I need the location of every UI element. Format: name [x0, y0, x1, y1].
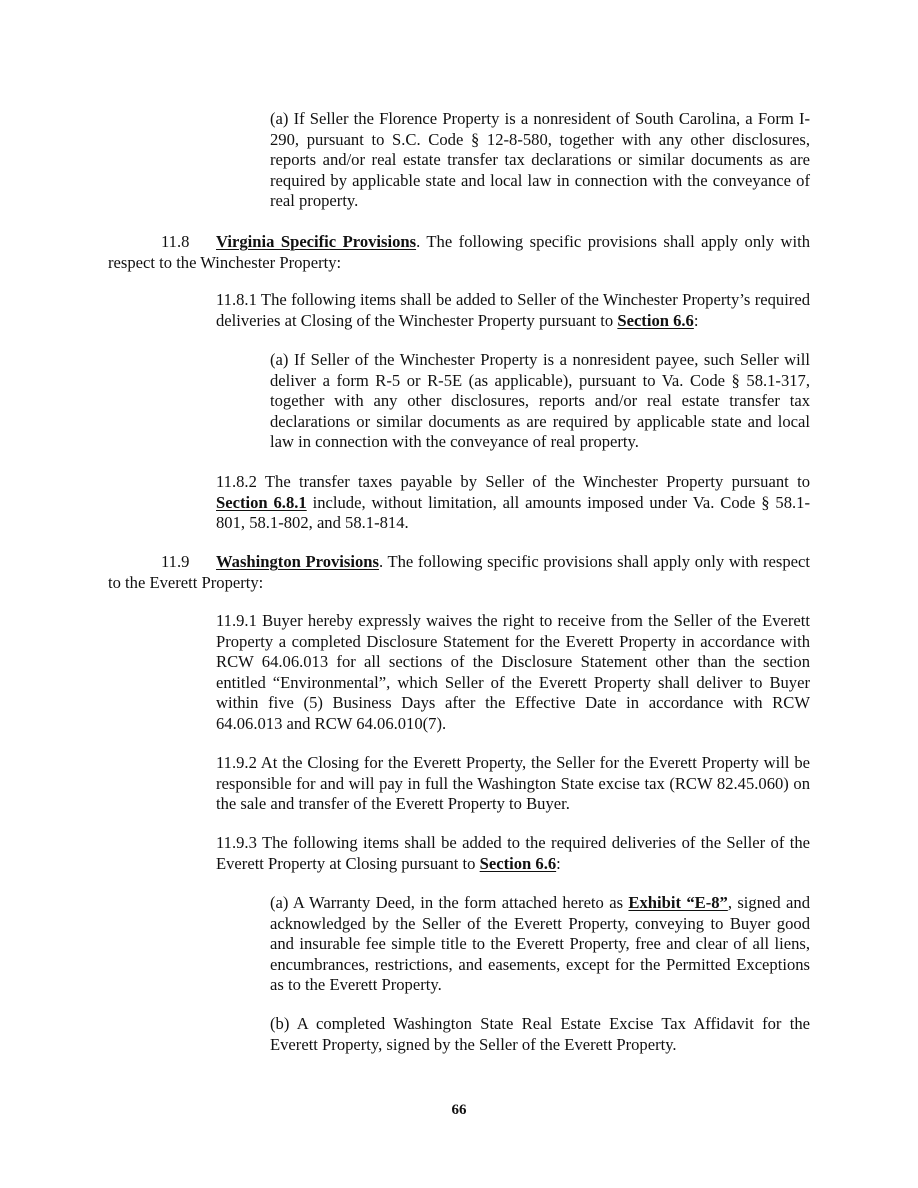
paragraph-text: 11.9.3 The following items shall be added to the required deliveries of the Seller of the Everett Property at Closing pursuant to: [216, 833, 810, 873]
section-reference: Section 6.6: [479, 853, 557, 873]
section-number: 11.8: [161, 232, 190, 251]
paragraph-11-9-2: 11.9.2 At the Closing for the Everett Property, the Seller for the Everett Property will be responsible for and will pay in full the Washington State excise tax (RCW 82.45.060) on the sale and transfer of the Everett Property to Buyer.: [216, 753, 810, 813]
paragraph-11-9-1: 11.9.1 Buyer hereby expressly waives the right to receive from the Seller of the Everett Property a completed Disclosure Statement for the Everett Property in accordance with RCW 64.06.013 for all sections of the Disclosure Statement other than the section entitled “Environmental”, which Seller of the Everett Property shall deliver to Buyer within five (5) Business Days after the Effective Date in accordance with RCW 64.06.013 and RCW 64.06.010(7).: [216, 611, 810, 733]
paragraph-11-8-1: [216, 290, 810, 331]
section-11-9: [108, 552, 810, 593]
exhibit-reference: Exhibit “E-8”: [628, 893, 728, 912]
paragraph-text-end: , signed and acknowledged by the Seller of the Everett Property, conveying to Buyer good and insurable fee simple title to the Everett Property, free and clear of all liens, encumbrances, restrictions, and easements, except for the Permitted Exceptions as to the Everett Property.: [270, 893, 810, 994]
section-text: . The following specific provisions shall apply only with respect to the Winchester Property:: [108, 232, 810, 272]
paragraph-text-end: :: [693, 310, 699, 330]
section-reference: Section 6.8.1: [216, 492, 307, 512]
paragraph-11-8-2: [216, 472, 810, 534]
paragraph-text-end: :: [556, 853, 561, 873]
paragraph-11-9-3: [216, 833, 810, 874]
section-number: 11.9: [161, 552, 190, 571]
section-reference: Section 6.6: [617, 310, 694, 330]
paragraph-text: (a) A Warranty Deed, in the form attached hereto as: [270, 893, 629, 912]
paragraph-11-9-3-b: (b) A completed Washington State Real Estate Excise Tax Affidavit for the Everett Property, signed by the Seller of the Everett Property.: [270, 1014, 810, 1054]
section-11-8: [108, 232, 810, 273]
paragraph-11-9-3-a: [270, 893, 810, 996]
paragraph-text: 11.8.2 The transfer taxes payable by Seller of the Winchester Property pursuant to: [216, 472, 810, 491]
page-number: 66: [451, 1102, 467, 1118]
paragraph-text: 11.8.1 The following items shall be added to Seller of the Winchester Property’s required deliveries at Closing of the Winchester Property pursuant to: [216, 290, 810, 330]
paragraph-11-8-1-a: (a) If Seller of the Winchester Property is a nonresident payee, such Seller will deliver a form R-5 or R-5E (as applicable), pursuant to Va. Code § 58.1-317, together with any other disclosures, reports and/or real estate transfer tax declarations or similar documents as are required by applicable state and local law in connection with the conveyance of real property.: [270, 350, 810, 451]
paragraph-11-7-a: (a) If Seller the Florence Property is a nonresident of South Carolina, a Form I-290, pursuant to S.C. Code § 12-8-580, together with any other disclosures, reports and/or real estate transfer tax declarations or similar documents as are required by applicable state and local law in connection with the conveyance of real property.: [270, 109, 810, 210]
paragraph-text-end: include, without limitation, all amounts imposed under Va. Code § 58.1-801, 58.1-802, and 58.1-814.: [216, 492, 810, 532]
section-text: . The following specific provisions shall apply only with respect to the Everett Property:: [108, 552, 810, 592]
section-heading: Virginia Specific Provisions: [216, 232, 417, 251]
section-heading: Washington Provisions: [216, 552, 379, 571]
